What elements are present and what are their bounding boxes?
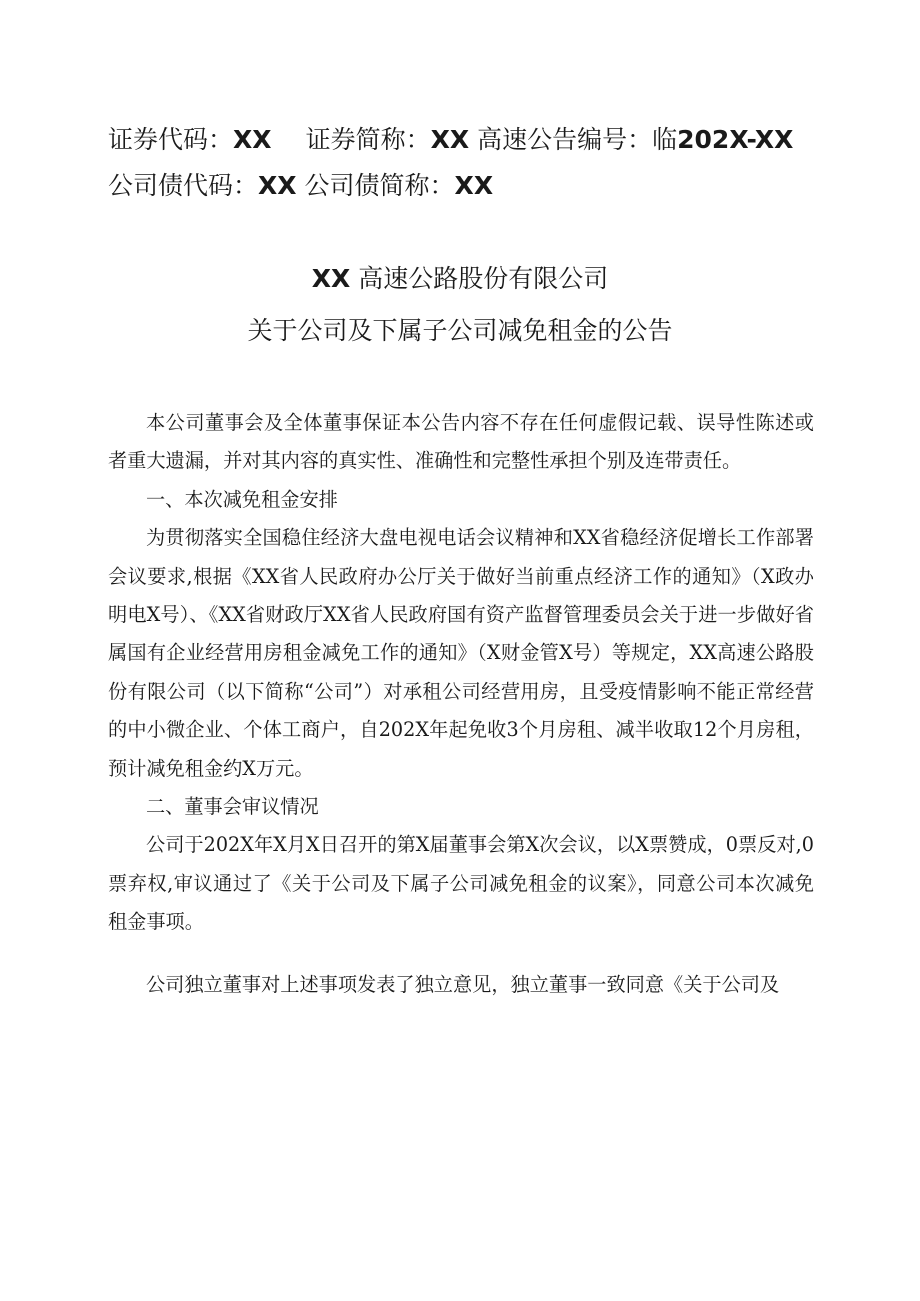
announcement-title [0,314,920,348]
notice-number-value: 202X-XX [677,125,794,154]
section-2-heading: 二、董事会审议情况 [146,795,319,819]
header-line-bond [108,170,493,202]
bond-abbr-value: XX [454,171,494,200]
section-3-text: 公司独立董事对上述事项发表了独立意见，独立董事一致同意《关于公司及 [146,972,780,996]
board-statement: 本公司董事会及全体董事保证本公告内容不存在任何虚假记载、误导性陈述或者重大遗漏，并对其内容的真实性、准确性和完整性承担个别及连带责任。 [108,411,814,473]
securities-abbr-suffix: 高速 [477,125,528,154]
securities-abbr-value: XX [430,125,470,154]
company-title-name: 高速公路股份有限公司 [358,264,609,293]
securities-code-value: XX [233,125,272,154]
company-title-prefix: XX [311,264,351,293]
notice-number-label: 公告编号：临 [527,125,678,154]
securities-abbr-label: 证券简称： [305,125,431,154]
bond-abbr-label: 公司债简称： [304,171,455,200]
securities-code-label: 证券代码： [108,125,234,154]
section-1-heading: 一、本次减免租金安排 [146,487,338,511]
company-title [0,262,920,296]
bond-code-value: XX [258,171,297,200]
header-line-securities [108,124,793,156]
announcement-subject: 关于公司及下属子公司减免租金的公告 [247,316,673,345]
document-body [108,404,814,1004]
section-2-text: 公司于202X年X月X日召开的第X届董事会第X次会议，以X票赞成，0票反对,0票弃权,审议通过了《关于公司及下属子公司减免租金的议案》，同意公司本次减免租金事项。 [108,833,814,934]
bond-code-label: 公司债代码： [108,171,259,200]
section-1-text: 为贯彻落实全国稳住经济大盘电视电话会议精神和XX省稳经济促增长工作部署会议要求,根据《XX省人民政府办公厅关于做好当前重点经济工作的通知》（X政办明电X号）、《XX省财政厅XX省人民政府国有资产监督管理委员会关于进一步做好省属国有企业经营用房租金减免工作的通知》（X财金管X号）等规定，XX高速公路股份有限公司（以下简称“公司”）对承租公司经营用房，且受疫情影响不能正常经营的中小微企业、个体工商户，自202X年起免收3个月房租、减半收取12个月房租，预计减免租金约X万元。 [108,526,814,780]
